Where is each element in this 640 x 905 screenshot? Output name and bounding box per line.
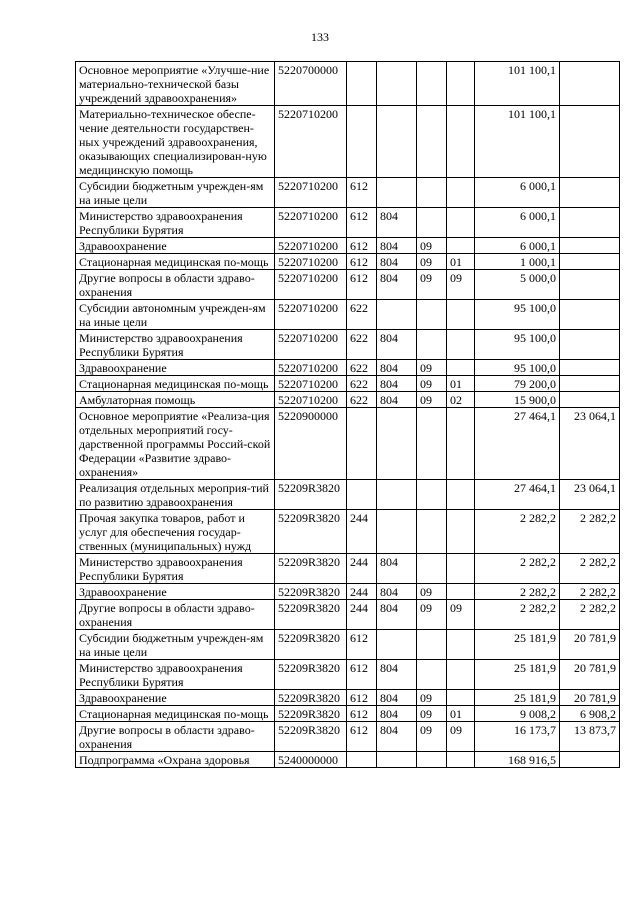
subsection-cell	[447, 752, 475, 768]
table-row	[76, 330, 620, 360]
table-row	[76, 238, 620, 254]
expense-type-cell: 612	[347, 254, 377, 270]
row-name-cell: Субсидии бюджетным учрежден-ям на иные цели	[76, 178, 275, 208]
section-cell	[417, 106, 447, 178]
subsection-cell: 09	[447, 600, 475, 630]
table-row	[76, 62, 620, 106]
expense-type-cell	[347, 480, 377, 510]
subsection-cell	[447, 178, 475, 208]
row-name-cell: Здравоохранение	[76, 238, 275, 254]
subsection-cell	[447, 480, 475, 510]
expense-type-cell	[347, 752, 377, 768]
expense-type-cell: 622	[347, 300, 377, 330]
federal-amount-cell: 20 781,9	[560, 660, 620, 690]
federal-amount-cell: 20 781,9	[560, 630, 620, 660]
ministry-code-cell: 804	[377, 584, 417, 600]
amount-cell: 27 464,1	[475, 408, 560, 480]
federal-amount-cell	[560, 208, 620, 238]
target-code-cell: 5220710200	[275, 392, 347, 408]
table-row	[76, 584, 620, 600]
section-cell	[417, 660, 447, 690]
expense-type-cell: 622	[347, 330, 377, 360]
table-row	[76, 106, 620, 178]
amount-cell: 27 464,1	[475, 480, 560, 510]
federal-amount-cell: 2 282,2	[560, 554, 620, 584]
table-row	[76, 178, 620, 208]
amount-cell: 25 181,9	[475, 660, 560, 690]
section-cell: 09	[417, 270, 447, 300]
amount-cell: 1 000,1	[475, 254, 560, 270]
subsection-cell: 01	[447, 254, 475, 270]
ministry-code-cell	[377, 62, 417, 106]
ministry-code-cell: 804	[377, 600, 417, 630]
amount-cell: 101 100,1	[475, 106, 560, 178]
row-name-cell: Министерство здравоохранения Республики Бурятия	[76, 208, 275, 238]
section-cell	[417, 510, 447, 554]
target-code-cell: 52209R3820	[275, 690, 347, 706]
amount-cell: 2 282,2	[475, 584, 560, 600]
target-code-cell: 5220700000	[275, 62, 347, 106]
ministry-code-cell	[377, 752, 417, 768]
target-code-cell: 5220710200	[275, 208, 347, 238]
expense-type-cell	[347, 62, 377, 106]
subsection-cell	[447, 690, 475, 706]
federal-amount-cell: 20 781,9	[560, 690, 620, 706]
ministry-code-cell: 804	[377, 690, 417, 706]
target-code-cell: 5220710200	[275, 270, 347, 300]
table-row	[76, 510, 620, 554]
expense-type-cell: 612	[347, 270, 377, 300]
subsection-cell: 09	[447, 270, 475, 300]
amount-cell: 168 916,5	[475, 752, 560, 768]
expense-type-cell: 622	[347, 392, 377, 408]
subsection-cell: 01	[447, 706, 475, 722]
row-name-cell: Здравоохранение	[76, 360, 275, 376]
table-row	[76, 360, 620, 376]
row-name-cell: Министерство здравоохранения Республики Бурятия	[76, 330, 275, 360]
subsection-cell	[447, 330, 475, 360]
subsection-cell: 01	[447, 376, 475, 392]
section-cell: 09	[417, 376, 447, 392]
row-name-cell: Министерство здравоохранения Республики Бурятия	[76, 554, 275, 584]
target-code-cell: 52209R3820	[275, 660, 347, 690]
expense-type-cell: 612	[347, 690, 377, 706]
federal-amount-cell	[560, 752, 620, 768]
row-name-cell: Министерство здравоохранения Республики Бурятия	[76, 660, 275, 690]
section-cell	[417, 178, 447, 208]
ministry-code-cell: 804	[377, 722, 417, 752]
federal-amount-cell	[560, 106, 620, 178]
section-cell: 09	[417, 722, 447, 752]
target-code-cell: 5220710200	[275, 376, 347, 392]
expense-type-cell	[347, 408, 377, 480]
table-row	[76, 376, 620, 392]
row-name-cell: Здравоохранение	[76, 690, 275, 706]
row-name-cell: Амбулаторная помощь	[76, 392, 275, 408]
section-cell: 09	[417, 254, 447, 270]
section-cell: 09	[417, 600, 447, 630]
section-cell: 09	[417, 392, 447, 408]
ministry-code-cell: 804	[377, 376, 417, 392]
federal-amount-cell	[560, 392, 620, 408]
target-code-cell: 5220710200	[275, 330, 347, 360]
row-name-cell: Другие вопросы в области здраво-охранения	[76, 270, 275, 300]
target-code-cell: 5220710200	[275, 360, 347, 376]
target-code-cell: 52209R3820	[275, 510, 347, 554]
expense-type-cell: 612	[347, 706, 377, 722]
row-name-cell: Стационарная медицинская по-мощь	[76, 254, 275, 270]
ministry-code-cell: 804	[377, 238, 417, 254]
amount-cell: 79 200,0	[475, 376, 560, 392]
subsection-cell	[447, 408, 475, 480]
row-name-cell: Другие вопросы в области здраво-охранения	[76, 722, 275, 752]
row-name-cell: Основное мероприятие «Реализа-ция отдельных мероприятий госу-дарственной программы Россий-ской Федерации «Развитие здраво-охранения»	[76, 408, 275, 480]
table-row	[76, 270, 620, 300]
budget-table-body	[76, 62, 620, 768]
target-code-cell: 5220710200	[275, 300, 347, 330]
section-cell	[417, 480, 447, 510]
target-code-cell: 52209R3820	[275, 554, 347, 584]
section-cell: 09	[417, 360, 447, 376]
ministry-code-cell: 804	[377, 554, 417, 584]
amount-cell: 95 100,0	[475, 360, 560, 376]
ministry-code-cell: 804	[377, 360, 417, 376]
amount-cell: 6 000,1	[475, 178, 560, 208]
subsection-cell	[447, 660, 475, 690]
subsection-cell	[447, 360, 475, 376]
federal-amount-cell	[560, 330, 620, 360]
section-cell	[417, 630, 447, 660]
ministry-code-cell	[377, 178, 417, 208]
page-number: 133	[311, 30, 329, 44]
subsection-cell	[447, 62, 475, 106]
amount-cell: 2 282,2	[475, 554, 560, 584]
target-code-cell: 52209R3820	[275, 630, 347, 660]
amount-cell: 95 100,0	[475, 330, 560, 360]
expense-type-cell: 244	[347, 584, 377, 600]
ministry-code-cell	[377, 300, 417, 330]
table-row	[76, 752, 620, 768]
federal-amount-cell: 6 908,2	[560, 706, 620, 722]
target-code-cell: 5220710200	[275, 238, 347, 254]
federal-amount-cell: 2 282,2	[560, 600, 620, 630]
subsection-cell	[447, 208, 475, 238]
row-name-cell: Подпрограмма «Охрана здоровья	[76, 752, 275, 768]
expense-type-cell: 612	[347, 208, 377, 238]
section-cell	[417, 300, 447, 330]
expense-type-cell: 622	[347, 360, 377, 376]
subsection-cell	[447, 106, 475, 178]
subsection-cell	[447, 238, 475, 254]
section-cell	[417, 554, 447, 584]
federal-amount-cell: 23 064,1	[560, 408, 620, 480]
amount-cell: 2 282,2	[475, 600, 560, 630]
ministry-code-cell: 804	[377, 330, 417, 360]
section-cell	[417, 208, 447, 238]
subsection-cell	[447, 510, 475, 554]
amount-cell: 6 000,1	[475, 208, 560, 238]
target-code-cell: 52209R3820	[275, 600, 347, 630]
table-row	[76, 392, 620, 408]
ministry-code-cell	[377, 106, 417, 178]
section-cell	[417, 62, 447, 106]
expense-type-cell: 612	[347, 238, 377, 254]
subsection-cell	[447, 300, 475, 330]
amount-cell: 25 181,9	[475, 690, 560, 706]
ministry-code-cell: 804	[377, 706, 417, 722]
expense-type-cell: 244	[347, 510, 377, 554]
federal-amount-cell	[560, 270, 620, 300]
expense-type-cell: 622	[347, 376, 377, 392]
target-code-cell: 52209R3820	[275, 480, 347, 510]
federal-amount-cell	[560, 178, 620, 208]
subsection-cell	[447, 584, 475, 600]
table-row	[76, 300, 620, 330]
section-cell	[417, 408, 447, 480]
ministry-code-cell	[377, 408, 417, 480]
row-name-cell: Стационарная медицинская по-мощь	[76, 706, 275, 722]
federal-amount-cell: 2 282,2	[560, 584, 620, 600]
ministry-code-cell: 804	[377, 254, 417, 270]
ministry-code-cell: 804	[377, 270, 417, 300]
table-row	[76, 254, 620, 270]
ministry-code-cell: 804	[377, 392, 417, 408]
target-code-cell: 52209R3820	[275, 706, 347, 722]
federal-amount-cell	[560, 300, 620, 330]
row-name-cell: Здравоохранение	[76, 584, 275, 600]
expense-type-cell: 244	[347, 554, 377, 584]
row-name-cell: Другие вопросы в области здраво-охранения	[76, 600, 275, 630]
amount-cell: 15 900,0	[475, 392, 560, 408]
amount-cell: 6 000,1	[475, 238, 560, 254]
target-code-cell: 52209R3820	[275, 584, 347, 600]
target-code-cell: 5220710200	[275, 254, 347, 270]
table-row	[76, 600, 620, 630]
amount-cell: 5 000,0	[475, 270, 560, 300]
row-name-cell: Субсидии автономным учрежден-ям на иные цели	[76, 300, 275, 330]
target-code-cell: 5220900000	[275, 408, 347, 480]
budget-table	[75, 61, 620, 768]
target-code-cell: 5220710200	[275, 178, 347, 208]
row-name-cell: Реализация отдельных мероприя-тий по развитию здравоохранения	[76, 480, 275, 510]
table-row	[76, 554, 620, 584]
ministry-code-cell	[377, 630, 417, 660]
table-row	[76, 690, 620, 706]
federal-amount-cell	[560, 254, 620, 270]
federal-amount-cell	[560, 62, 620, 106]
target-code-cell: 5220710200	[275, 106, 347, 178]
section-cell: 09	[417, 584, 447, 600]
subsection-cell: 02	[447, 392, 475, 408]
federal-amount-cell: 23 064,1	[560, 480, 620, 510]
amount-cell: 2 282,2	[475, 510, 560, 554]
row-name-cell: Стационарная медицинская по-мощь	[76, 376, 275, 392]
row-name-cell: Прочая закупка товаров, работ и услуг для обеспечения государ-ственных (муниципальных) нужд	[76, 510, 275, 554]
amount-cell: 95 100,0	[475, 300, 560, 330]
federal-amount-cell	[560, 238, 620, 254]
row-name-cell: Субсидии бюджетным учрежден-ям на иные цели	[76, 630, 275, 660]
expense-type-cell: 612	[347, 630, 377, 660]
expense-type-cell: 244	[347, 600, 377, 630]
expense-type-cell: 612	[347, 722, 377, 752]
table-row	[76, 660, 620, 690]
federal-amount-cell: 13 873,7	[560, 722, 620, 752]
amount-cell: 25 181,9	[475, 630, 560, 660]
expense-type-cell: 612	[347, 178, 377, 208]
subsection-cell	[447, 630, 475, 660]
ministry-code-cell	[377, 510, 417, 554]
row-name-cell: Основное мероприятие «Улучше-ние материально-технической базы учреждений здравоохранения»	[76, 62, 275, 106]
federal-amount-cell	[560, 360, 620, 376]
amount-cell: 16 173,7	[475, 722, 560, 752]
table-row	[76, 722, 620, 752]
section-cell: 09	[417, 238, 447, 254]
section-cell	[417, 330, 447, 360]
ministry-code-cell: 804	[377, 208, 417, 238]
federal-amount-cell	[560, 376, 620, 392]
ministry-code-cell	[377, 480, 417, 510]
federal-amount-cell: 2 282,2	[560, 510, 620, 554]
target-code-cell: 5240000000	[275, 752, 347, 768]
target-code-cell: 52209R3820	[275, 722, 347, 752]
ministry-code-cell: 804	[377, 660, 417, 690]
subsection-cell	[447, 554, 475, 584]
amount-cell: 9 008,2	[475, 706, 560, 722]
table-row	[76, 208, 620, 238]
section-cell	[417, 752, 447, 768]
row-name-cell: Материально-техническое обеспе-чение деятельности государствен-ных учреждений здравоохранения, оказывающих специализирован-ную медицинскую помощь	[76, 106, 275, 178]
section-cell: 09	[417, 706, 447, 722]
amount-cell: 101 100,1	[475, 62, 560, 106]
expense-type-cell: 612	[347, 660, 377, 690]
table-row	[76, 480, 620, 510]
table-row	[76, 706, 620, 722]
subsection-cell: 09	[447, 722, 475, 752]
table-row	[76, 630, 620, 660]
expense-type-cell	[347, 106, 377, 178]
section-cell: 09	[417, 690, 447, 706]
table-row	[76, 408, 620, 480]
